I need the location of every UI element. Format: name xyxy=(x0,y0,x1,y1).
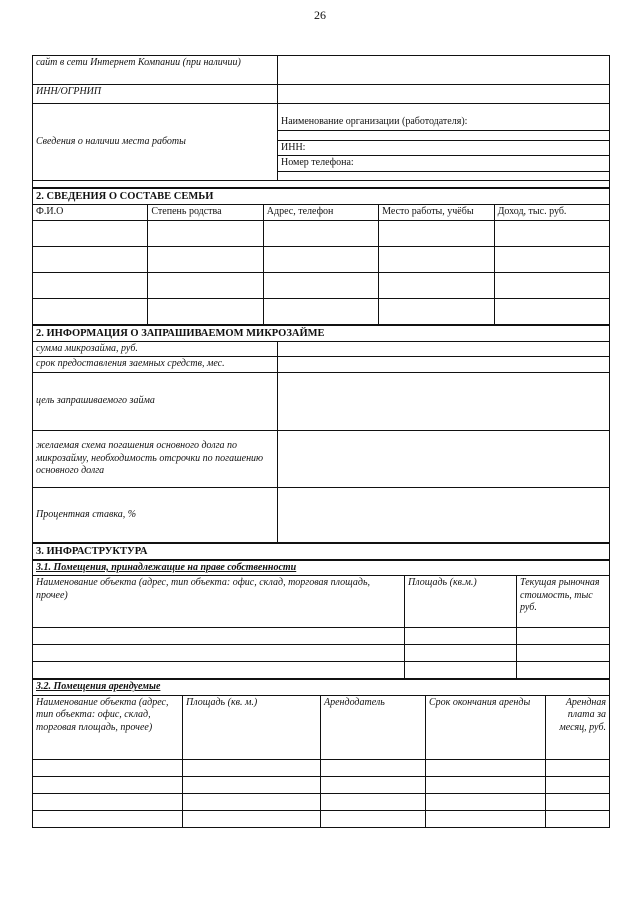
rented-col-area: Площадь (кв. м.) xyxy=(183,695,321,759)
loan-amount-field[interactable] xyxy=(278,341,610,357)
owned-cell[interactable] xyxy=(33,645,405,662)
infrastructure-table xyxy=(32,543,610,560)
family-col-name: Ф.И.О xyxy=(33,205,148,221)
rented-cell[interactable] xyxy=(546,810,610,827)
rented-cell[interactable] xyxy=(321,810,426,827)
employer-phone-label[interactable]: Номер телефона: xyxy=(278,156,609,172)
family-section-title: 2. СВЕДЕНИЯ О СОСТАВЕ СЕМЬИ xyxy=(33,189,610,205)
workplace-details xyxy=(278,104,610,181)
rented-cell[interactable] xyxy=(183,793,321,810)
family-cell[interactable] xyxy=(379,272,494,298)
rented-cell[interactable] xyxy=(321,759,426,776)
spacer-row xyxy=(33,181,610,188)
rented-premises-title: 3.2. Помещения арендуемые xyxy=(33,680,610,696)
website-label: сайт в сети Интернет Компании (при наличии) xyxy=(33,56,278,85)
employer-inn-label[interactable]: ИНН: xyxy=(278,140,609,156)
rented-row xyxy=(33,759,610,776)
rented-cell[interactable] xyxy=(546,759,610,776)
family-cell[interactable] xyxy=(379,220,494,246)
family-row xyxy=(33,272,610,298)
owned-premises-title: 3.1. Помещения, принадлежащие на праве собственности xyxy=(33,560,610,576)
loan-amount-label: сумма микрозайма, руб. xyxy=(33,341,278,357)
rented-row xyxy=(33,776,610,793)
workplace-inner-table xyxy=(278,104,609,180)
family-cell[interactable] xyxy=(33,272,148,298)
loan-purpose-field[interactable] xyxy=(278,372,610,430)
family-cell[interactable] xyxy=(494,272,609,298)
rented-row xyxy=(33,810,610,827)
family-cell[interactable] xyxy=(148,246,263,272)
owned-cell[interactable] xyxy=(517,628,610,645)
application-form xyxy=(32,55,610,828)
loan-table xyxy=(32,325,610,543)
employer-name-label[interactable]: Наименование организации (работодателя): xyxy=(278,104,609,130)
family-row xyxy=(33,246,610,272)
owned-cell[interactable] xyxy=(405,628,517,645)
rented-col-end-date: Срок окончания аренды xyxy=(426,695,546,759)
inn-ogrnip-label: ИНН/ОГРНИП xyxy=(33,85,278,104)
family-cell[interactable] xyxy=(148,298,263,324)
owned-cell[interactable] xyxy=(405,645,517,662)
family-cell[interactable] xyxy=(379,246,494,272)
owned-cell[interactable] xyxy=(405,662,517,679)
family-cell[interactable] xyxy=(148,220,263,246)
employer-name-field[interactable] xyxy=(278,130,609,140)
rented-cell[interactable] xyxy=(33,776,183,793)
family-cell[interactable] xyxy=(263,272,378,298)
family-cell[interactable] xyxy=(494,220,609,246)
family-row xyxy=(33,220,610,246)
family-cell[interactable] xyxy=(263,246,378,272)
owned-col-area: Площадь (кв.м.) xyxy=(405,576,517,628)
rented-cell[interactable] xyxy=(546,793,610,810)
loan-rate-field[interactable] xyxy=(278,487,610,542)
rented-cell[interactable] xyxy=(183,759,321,776)
rented-premises-table xyxy=(32,679,610,828)
page-number: 26 xyxy=(314,8,326,22)
loan-repayment-field[interactable] xyxy=(278,430,610,487)
rented-cell[interactable] xyxy=(426,810,546,827)
rented-cell[interactable] xyxy=(183,776,321,793)
loan-term-field[interactable] xyxy=(278,357,610,373)
owned-col-value: Текущая рыночная стоимость, тыс руб. xyxy=(517,576,610,628)
rented-cell[interactable] xyxy=(321,793,426,810)
owned-col-object: Наименование объекта (адрес, тип объекта: офис, склад, торговая площадь, прочее) xyxy=(33,576,405,628)
rented-cell[interactable] xyxy=(426,776,546,793)
employer-extra-field[interactable] xyxy=(278,171,609,180)
family-cell[interactable] xyxy=(494,246,609,272)
rented-cell[interactable] xyxy=(426,793,546,810)
owned-cell[interactable] xyxy=(33,628,405,645)
owned-cell[interactable] xyxy=(517,645,610,662)
family-cell[interactable] xyxy=(33,246,148,272)
family-col-income: Доход, тыс. руб. xyxy=(494,205,609,221)
owned-cell[interactable] xyxy=(33,662,405,679)
family-cell[interactable] xyxy=(494,298,609,324)
owned-row xyxy=(33,628,610,645)
loan-term-label: срок предоставления заемных средств, мес. xyxy=(33,357,278,373)
rented-cell[interactable] xyxy=(33,793,183,810)
rented-col-rent: Арендная плата за месяц, руб. xyxy=(546,695,610,759)
family-cell[interactable] xyxy=(148,272,263,298)
rented-cell[interactable] xyxy=(183,810,321,827)
rented-row xyxy=(33,793,610,810)
owned-row xyxy=(33,645,610,662)
family-col-address: Адрес, телефон xyxy=(263,205,378,221)
family-table xyxy=(32,188,610,325)
owned-row xyxy=(33,662,610,679)
family-cell[interactable] xyxy=(33,220,148,246)
inn-ogrnip-field[interactable] xyxy=(278,85,610,104)
family-cell[interactable] xyxy=(263,298,378,324)
workplace-label: Сведения о наличии места работы xyxy=(33,104,278,181)
rented-cell[interactable] xyxy=(33,810,183,827)
loan-purpose-label: цель запрашиваемого займа xyxy=(33,372,278,430)
family-cell[interactable] xyxy=(379,298,494,324)
infrastructure-section-title: 3. ИНФРАСТРУКТУРА xyxy=(33,543,610,559)
family-cell[interactable] xyxy=(263,220,378,246)
loan-repayment-label: желаемая схема погашения основного долга по микрозайму, необходимость отсрочки по погашению основного долга xyxy=(33,430,278,487)
rented-cell[interactable] xyxy=(33,759,183,776)
rented-col-landlord: Арендодатель xyxy=(321,695,426,759)
rented-cell[interactable] xyxy=(321,776,426,793)
rented-col-object: Наименование объекта (адрес, тип объекта: офис, склад, торговая площадь, прочее) xyxy=(33,695,183,759)
loan-section-title: 2. ИНФОРМАЦИЯ О ЗАПРАШИВАЕМОМ МИКРОЗАЙМЕ xyxy=(33,325,610,341)
company-info-table xyxy=(32,55,610,188)
family-cell[interactable] xyxy=(33,298,148,324)
rented-cell[interactable] xyxy=(426,759,546,776)
loan-rate-label: Процентная ставка, % xyxy=(33,487,278,542)
owned-premises-table xyxy=(32,560,610,680)
family-row xyxy=(33,298,610,324)
website-field[interactable] xyxy=(278,56,610,85)
family-col-work: Место работы, учёбы xyxy=(379,205,494,221)
rented-cell[interactable] xyxy=(546,776,610,793)
owned-cell[interactable] xyxy=(517,662,610,679)
family-col-relation: Степень родства xyxy=(148,205,263,221)
